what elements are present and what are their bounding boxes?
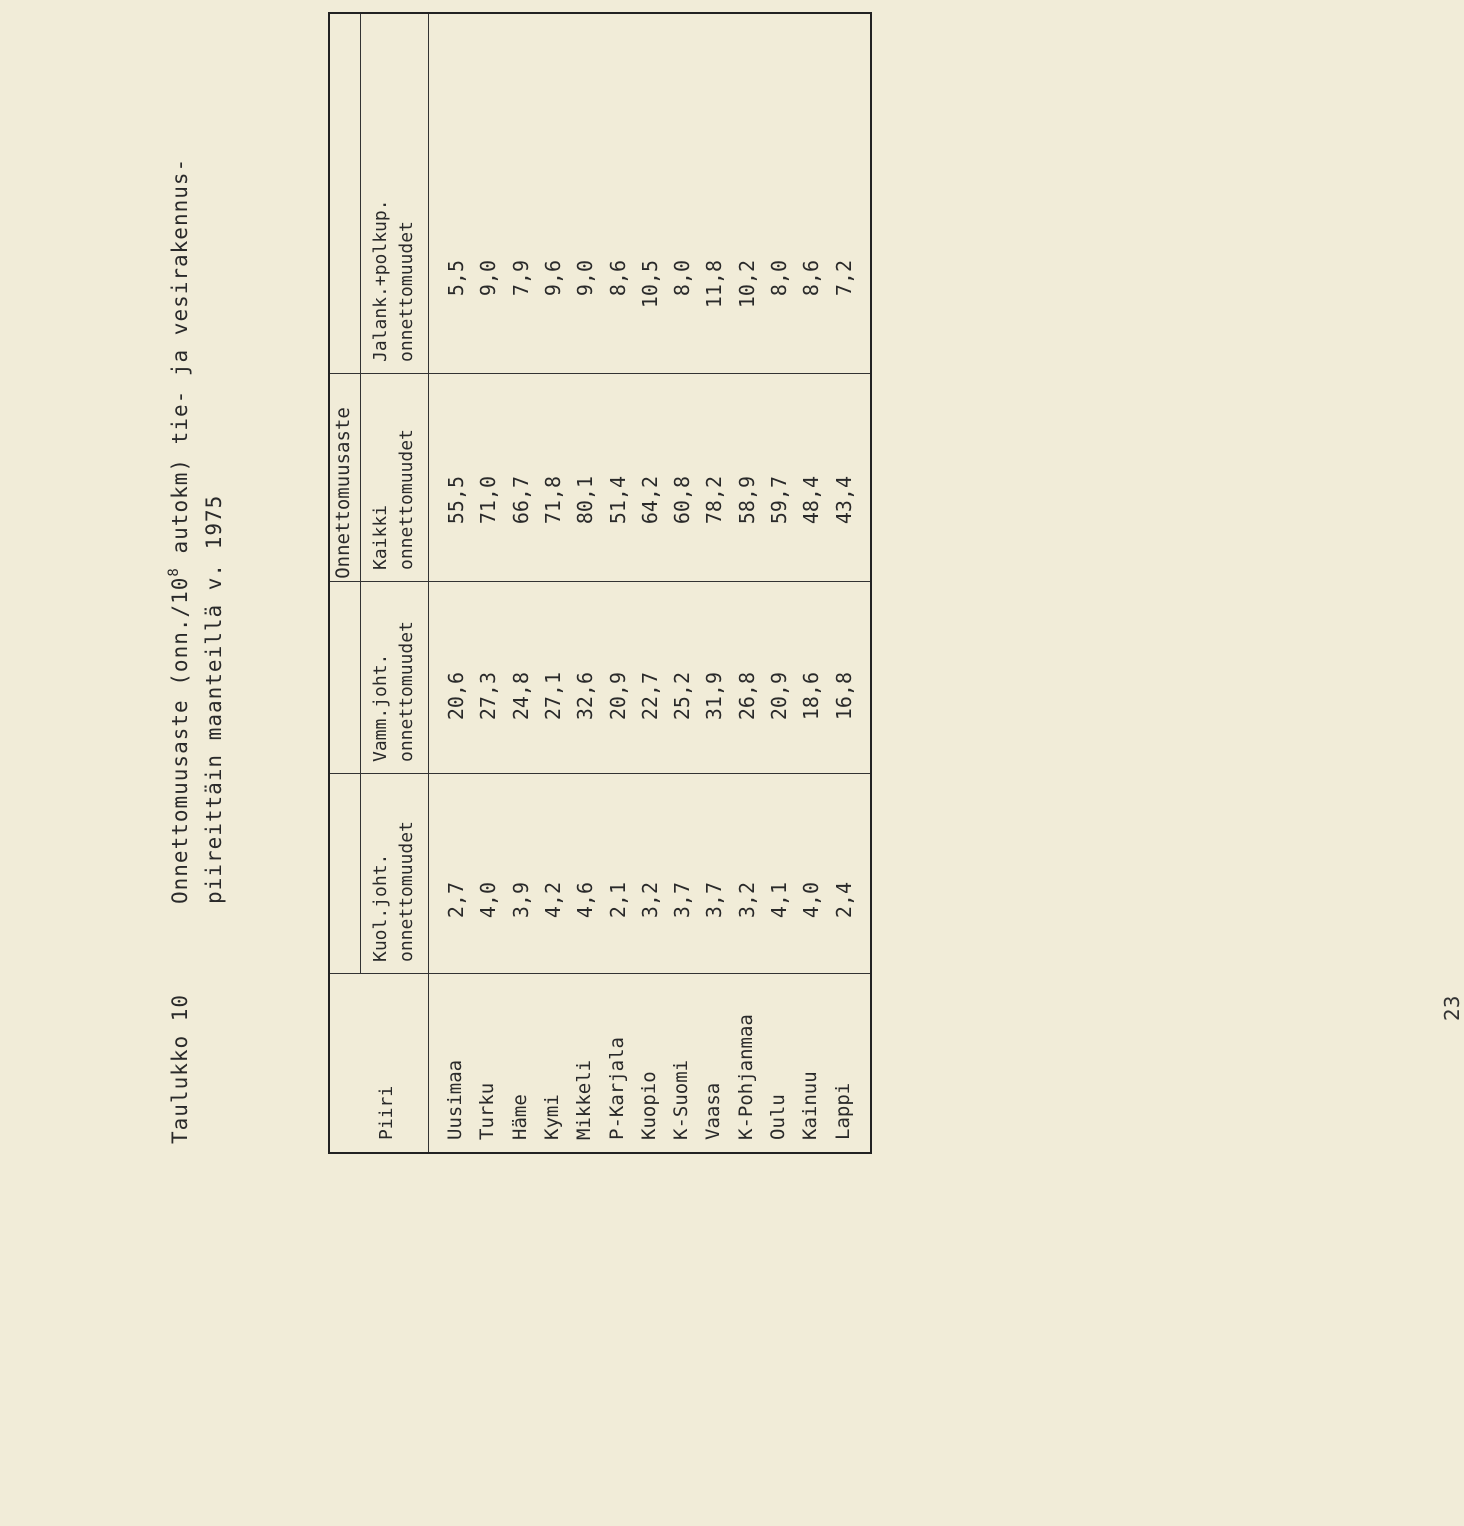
table-cell-jalank: 7,9 (509, 260, 533, 297)
table-cell-kaikki: 78,2 (702, 476, 726, 525)
row-label-piiri: K-Suomi (670, 1059, 692, 1140)
table-cell-kuol: 2,4 (832, 882, 856, 919)
table-cell-jalank: 10,2 (735, 260, 759, 309)
table-cell-kaikki: 51,4 (606, 476, 630, 525)
table-cell-jalank: 8,6 (799, 260, 823, 297)
table-cell-vamm: 27,3 (476, 672, 500, 721)
table-title-line2: piireittäin maanteillä v. 1975 (202, 494, 226, 904)
table-cell-kuol: 3,2 (638, 882, 662, 919)
row-label-piiri: Häme (509, 1094, 531, 1140)
table-cell-kaikki: 64,2 (638, 476, 662, 525)
table-cell-kaikki: 60,8 (670, 476, 694, 525)
table-cell-kuol: 2,1 (606, 882, 630, 919)
table-cell-vamm: 20,9 (606, 672, 630, 721)
table-cell-kaikki: 80,1 (573, 476, 597, 525)
table-cell-vamm: 20,9 (767, 672, 791, 721)
table-cell-kaikki: 43,4 (832, 476, 856, 525)
table-cell-kaikki: 71,0 (476, 476, 500, 525)
column-header-jalank-line2: onnettomuudet (396, 221, 417, 362)
row-label-piiri: Oulu (767, 1094, 789, 1140)
accident-rate-table (328, 12, 872, 1154)
group-header-divider (360, 14, 361, 974)
group-header-onnettomuusaste: Onnettomuusaste (332, 407, 354, 579)
table-title-line1 (168, 158, 192, 904)
row-label-piiri: P-Karjala (606, 1037, 628, 1140)
table-cell-jalank: 9,0 (573, 260, 597, 297)
table-cell-vamm: 26,8 (735, 672, 759, 721)
table-cell-kuol: 3,9 (509, 882, 533, 919)
column-header-kuol-line1: Kuol.joht. (370, 853, 391, 962)
table-cell-vamm: 20,6 (444, 672, 468, 721)
table-cell-jalank: 8,6 (606, 260, 630, 297)
table-cell-vamm: 16,8 (832, 672, 856, 721)
row-label-piiri: Kainuu (799, 1071, 821, 1140)
column-header-kuol-line2: onnettomuudet (396, 821, 417, 962)
column-header-kaikki-line1: Kaikki (370, 504, 391, 570)
column-header-vamm-line1: Vamm.joht. (370, 653, 391, 762)
table-cell-kuol: 4,0 (799, 882, 823, 919)
title-part1: Onnettomuusaste (onn./10 (168, 576, 192, 904)
table-cell-kuol: 4,1 (767, 882, 791, 919)
table-cell-kuol: 4,0 (476, 882, 500, 919)
page-number: 23 (1440, 995, 1464, 1021)
table-cell-kuol: 3,7 (670, 882, 694, 919)
table-cell-jalank: 8,0 (670, 260, 694, 297)
table-cell-jalank: 5,5 (444, 260, 468, 297)
table-cell-kuol: 2,7 (444, 882, 468, 919)
row-label-piiri: Uusimaa (444, 1059, 466, 1140)
table-cell-jalank: 9,0 (476, 260, 500, 297)
table-cell-kuol: 3,2 (735, 882, 759, 919)
table-cell-vamm: 31,9 (702, 672, 726, 721)
column-header-piiri: Piiri (376, 1085, 397, 1140)
table-cell-jalank: 9,6 (541, 260, 565, 297)
table-cell-kaikki: 66,7 (509, 476, 533, 525)
table-cell-vamm: 22,7 (638, 672, 662, 721)
column-header-kaikki-line2: onnettomuudet (396, 429, 417, 570)
table-cell-jalank: 11,8 (702, 260, 726, 309)
table-cell-vamm: 25,2 (670, 672, 694, 721)
table-cell-kaikki: 55,5 (444, 476, 468, 525)
column-header-jalank-line1: Jalank.+polkup. (370, 199, 391, 362)
row-label-piiri: Lappi (832, 1082, 854, 1140)
table-cell-kaikki: 71,8 (541, 476, 565, 525)
table-cell-vamm: 27,1 (541, 672, 565, 721)
table-cell-jalank: 7,2 (832, 260, 856, 297)
table-cell-vamm: 32,6 (573, 672, 597, 721)
row-label-piiri: Mikkeli (573, 1059, 595, 1140)
header-divider (428, 14, 429, 1152)
row-label-piiri: Kymi (541, 1094, 563, 1140)
title-part2: autokm) tie- ja vesirakennus- (168, 157, 192, 568)
column-header-vamm-line2: onnettomuudet (396, 621, 417, 762)
table-label: Taulukko 10 (168, 993, 192, 1144)
table-cell-kuol: 3,7 (702, 882, 726, 919)
title-superscript: 8 (166, 567, 182, 577)
table-cell-kuol: 4,6 (573, 882, 597, 919)
table-cell-jalank: 10,5 (638, 260, 662, 309)
row-label-piiri: Vaasa (702, 1082, 724, 1140)
table-cell-vamm: 18,6 (799, 672, 823, 721)
row-label-piiri: Kuopio (638, 1071, 660, 1140)
table-cell-kaikki: 58,9 (735, 476, 759, 525)
row-label-piiri: K-Pohjanmaa (735, 1014, 757, 1140)
table-cell-kaikki: 48,4 (799, 476, 823, 525)
table-cell-kaikki: 59,7 (767, 476, 791, 525)
row-label-piiri: Turku (476, 1082, 498, 1140)
table-cell-vamm: 24,8 (509, 672, 533, 721)
table-cell-kuol: 4,2 (541, 882, 565, 919)
table-cell-jalank: 8,0 (767, 260, 791, 297)
